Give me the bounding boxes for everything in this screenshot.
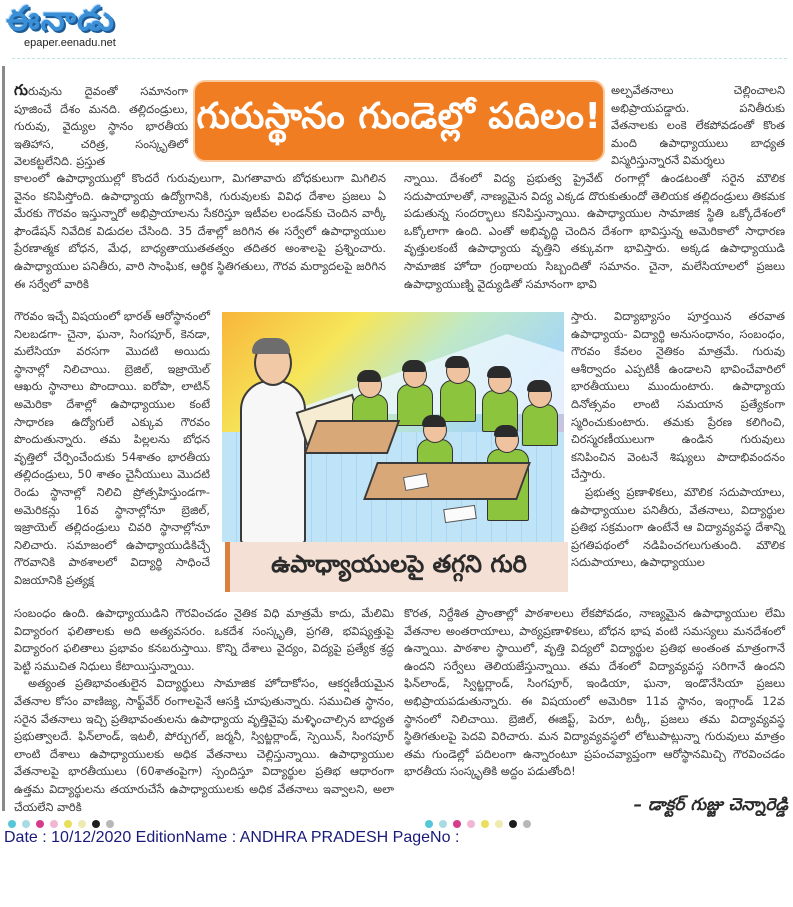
article-column-b bbox=[611, 82, 785, 170]
registration-dot bbox=[495, 820, 503, 828]
date-value: 10/12/2020 bbox=[51, 829, 132, 846]
subhead-caption-band bbox=[225, 542, 568, 592]
article-column-a bbox=[14, 82, 188, 171]
registration-dot bbox=[523, 820, 531, 828]
classroom-illustration bbox=[222, 312, 564, 542]
edition-value: ANDHRA PRADESH bbox=[239, 829, 389, 846]
registration-dot bbox=[64, 820, 72, 828]
page-label: PageNo : bbox=[392, 829, 460, 846]
article-block-1 bbox=[14, 170, 386, 293]
block-3-paragraph-1: సంబంధం ఉంది. ఉపాధ్యాయుడిని గౌరవించడం నైతిక విధి మాత్రమే కాదు, మేలిమి విద్యారంగ ఫలితాలకు అది అత్యవసరం. ఒకదేశ సంస్కృతి, ప్రగతి, భవిష్యత్తుపై విద్యారంగ ఫలితాలు ప్రభావం కనబరుస్తాయి. కొన్ని దేశాలు వైద్యం, విద్యపై ప్రత్యేక శ్రద్ధ పెట్టి సముచిత నిధులు కేటాయిస్తున్నాయి. bbox=[14, 606, 394, 673]
dropcap: గు bbox=[14, 81, 28, 99]
registration-dot bbox=[106, 820, 114, 828]
registration-dot bbox=[439, 820, 447, 828]
subhead-caption: ఉపాధ్యాయులపై తగ్గని గురి bbox=[271, 550, 527, 578]
headline: గురుస్థానం గుండెల్లో పదిలం! bbox=[196, 96, 602, 137]
edition-label: EditionName : bbox=[135, 829, 237, 846]
block-4-text: కొరత, నిర్దేశిత ప్రాంతాల్లో పాఠశాలలు లేకపోవడం, నాణ్యమైన ఉపాధ్యాయుల లేమి వేతనాల అంతరాయాలు, పాఠ్యప్రణాళికలు, బోధన భాష వంటి సమస్యలు మనదేశంలో ఉన్నాయి. పాఠశాల స్థాయిలో, వృత్తి విద్యలో విద్యార్థుల ప్రతిభ అంతంత మాత్రంగానే ఉందని సర్వేలు తెలియజేస్తున్నాయి. తమ దేశంలో విద్యావ్యవస్థ సరిగానే ఉందని ఫిన్‌లాండ్, స్విట్జర్లాండ్, సింగపూర్, ఇండియా, ఘనా, ఇండొనేసియా ప్రజలు అభిప్రాయపడుతున్నారు. ఈ విషయంలో అమెరికా 11వ స్థానం, ఇంగ్లాండ్ 12వ స్థానంలో నిలిచాయి. బ్రెజిల్, ఈజిప్ట్, పెరూ, టర్కీ, ప్రజలు తమ విద్యావ్యవస్థ స్థితిగతులపై పెదవి విరిచారు. మన విద్యావ్యవస్థలో లోటుపాట్లున్నా గురువులు మాత్రం తమ గుండెల్లో పదిలంగా ఉన్నారంటూ ప్రపంచవ్యాప్తంగా ఆరోస్థానమిచ్చి గౌరవించడం భారతీయ సంస్కృతికి అద్దం పడుతోంది! bbox=[404, 606, 785, 779]
registration-dot bbox=[453, 820, 461, 828]
author-byline: – డాక్టర్ గుజ్జు చెన్నారెడ్డి bbox=[633, 795, 788, 815]
desk bbox=[363, 462, 531, 500]
registration-dot bbox=[50, 820, 58, 828]
article-block-2 bbox=[404, 170, 785, 293]
article-block-4 bbox=[404, 605, 785, 781]
article-column-left-mid bbox=[14, 308, 210, 590]
column-a-text: రువును దైవంతో సమానంగా పూజించే దేశం మనది. తల్లిదండ్రులు, గురువు, వైద్యుల స్థానం భారతీయ ఇతిహాస, చరిత్ర, సంస్కృతిలో వెలకట్టలేనిది. ప్రస్తుత bbox=[14, 84, 188, 169]
registration-dot bbox=[509, 820, 517, 828]
registration-dot bbox=[425, 820, 433, 828]
left-mid-text: గౌరవం ఇచ్చే విషయంలో భారత్ ఆరోస్థానంలో నిలబడగా- చైనా, ఘనా, సింగపూర్, కెనడా, మలేసియా వరసగా మొదటి అయిదు స్థానాల్లో నిలిచాయి. బ్రెజిల్, ఇజ్రాయెల్ ఆఖరు స్థానాలు పొందాయి. ఐరోపా, లాటిన్ అమెరికా దేశాల్లో ఉపాధ్యాయుల కంటే సాధారణ ఉద్యోగులే ఎక్కువ గౌరవం పొందుతున్నారు. తమ పిల్లలను బోధన వృత్తిలో చేర్పించేందుకు 54శాతం భారతీయ తల్లిదండ్రులు, 50 శాతం చైనీయులు మొదటి రెండు స్థానాల్లో నిలిచి ప్రోత్సహిస్తుండగా- అమెరికన్లు 16వ స్థానాల్లోనూ బ్రెజిల్, ఇజ్రాయెల్ తల్లిదండ్రులు చివరి స్థానాల్లోనూ నిలిచారు. సమాజంలో ఉపాధ్యాయుడికిచ్చే గౌరవానికి పాఠశాలలో విద్యార్థి సాధించే విజయానికి ప్రత్యక్ష bbox=[14, 309, 210, 587]
block-2-text: న్నాయి. దేశంలో విద్య ప్రభుత్వ ప్రైవేట్ రంగాల్లో ఉండటంతో సరైన మౌలిక సదుపాయాలతో, నాణ్యమైన విద్య ఎక్కడ దొరుకుతుందో తెలియక తల్లిదండ్రులు తికమక పడుతున్న సందర్భాలు కనిపిస్తున్నాయి. ఉపాధ్యాయుల సామాజిక స్థితి ఒక్కోదేశంలో ఒక్కోలాగా ఉంది. ఎంతో అభివృద్ధి చెందిన దేశంగా భావిస్తున్న అమెరికాలో సాధారణ వృత్తులకంటే ఉపాధ్యాయ వృత్తిని తక్కువగా భావిస్తారు. అక్కడ ఉపాధ్యాయుడి సామాజిక హోదా గ్రంథాలయ సిబ్బందితో సమానం. చైనా, మలేసియాలలో ప్రజలు ఉపాధ్యాయుణ్ని వైద్యుడితో సమానంగా భావి bbox=[404, 171, 785, 291]
article-column-right-mid bbox=[571, 308, 785, 572]
epaper-url: epaper.eenadu.net bbox=[24, 37, 116, 49]
date-label: Date : bbox=[4, 829, 47, 846]
block-3-paragraph-2: అత్యంత ప్రతిభావంతులైన విద్యార్థులు సామాజిక హోదాకోసం, ఆకర్షణీయమైన వేతనాల కోసం వాణిజ్య, సాఫ్ట్‌వేర్ రంగాలపైనే ఆసక్తి చూపుతున్నారు. సముచిత స్థానం, సరైన వేతనాలు ఇచ్చి ప్రతిభావంతులను ఉపాధ్యాయ వృత్తివైపు మళ్ళించాల్సిన బాధ్యత ప్రభుత్వాలదే. ఫిన్‌లాండ్, ఇటలీ, పోర్చుగల్, జర్మనీ, స్విట్జర్లాండ్, స్పెయిన్, సింగపూర్ లాంటి దేశాలు ఉపాధ్యాయులకు అధిక వేతనాలు చెల్లిస్తున్నాయి. ఉపాధ్యాయుల వేతనాలపై భారతీయులు (60శాతంపైగా) స్పందిస్తూ విద్యార్థుల ప్రతిభ ఆధారంగా ఉత్తమ విద్యార్థులను తయారుచేసే ఉపాధ్యాయులకు అధిక వేతనాలు ఇవ్వాలని, అలా చేయలేని వారికి bbox=[14, 676, 394, 814]
article-block-3 bbox=[14, 605, 394, 816]
registration-dot bbox=[78, 820, 86, 828]
registration-dot bbox=[22, 820, 30, 828]
registration-dot bbox=[481, 820, 489, 828]
right-mid-paragraph-1: స్తారు. విద్యాభ్యాసం పూర్తయిన తరవాత ఉపాధ్యాయ- విద్యార్థి అనుసంధానం, సంబంధం, గౌరవం కేవలం నైతికం మాత్రమే. గురువు ఆశీర్వాదం ఎప్పటికీ ఉండాలని భావించేవారిలో భారతీయులు ముందుంటారు. ఉపాధ్యాయ దినోత్సవం లాంటి సమయాన ప్రత్యేకంగా స్మరించుకుంటారు. తమకు ప్రేరణ కలిగించి, చిరస్మరణీయులుగా ఉండిన గురువులు కనిపించిన వెంటనే శిష్యులు పాదాభివందనం చేస్తారు. bbox=[571, 309, 785, 482]
registration-dot bbox=[467, 820, 475, 828]
headline-banner bbox=[195, 82, 603, 160]
dotted-divider bbox=[12, 58, 787, 59]
teacher-figure bbox=[232, 340, 307, 540]
registration-dot bbox=[36, 820, 44, 828]
masthead bbox=[0, 0, 200, 52]
registration-dot bbox=[92, 820, 100, 828]
right-mid-paragraph-2: ప్రభుత్వ ప్రణాళికలు, మౌలిక సదుపాయాలు, ఉపాధ్యాయుల పనితీరు, వేతనాలు, విద్యార్థుల ప్రతిభ సక్రమంగా ఉంటేనే ఆ విద్యావ్యవస్థ దేశాన్ని ప్రగతిపథంలో నడిపించగలుగుతుంది. మౌలిక సదుపాయాలు, ఉపాధ్యాయుల bbox=[571, 484, 785, 570]
clip-left-border bbox=[2, 66, 5, 811]
block-1-text: కాలంలో ఉపాధ్యాయుల్లో కొందరే గురువులుగా, మిగతావారు బోధకులుగా మిగిలిన వైనం కనిపిస్తోంది. ఉపాధ్యాయ ఉద్యోగానికి, గురువులకు వివిధ దేశాల ప్రజలు ఏ మేరకు గౌరవం ఇస్తున్నారో అభిప్రాయాలను సేకరిస్తూ ఇటీవల లండన్‌కు చెందిన వార్కీ ఫౌండేషన్ నివేదిక విడుదల చేసింది. 35 దేశాల్లో జరిగిన ఈ సర్వేలో ఉపాధ్యాయుల ప్రేరణాత్మక బోధన, మేధ, బాధ్యతాయుతతత్వం తదితర అంశాలపై ప్రశ్నించారు. ఉపాధ్యాయుల పనితీరు, వారి సాంఘిక, ఆర్థిక స్థితిగతులు, గౌరవ మర్యాదలపై జరిగిన ఈ సర్వేలో వారికి bbox=[14, 171, 386, 291]
desk bbox=[304, 420, 400, 454]
registration-dot bbox=[8, 820, 16, 828]
column-b-text: అల్పవేతనాలు చెల్లించాలని అభిప్రాయపడ్డారు. పనితీరుకు వేతనాలకు లంకె లేకపోవడంతో కొంత మంది ఉపాధ్యాయులు బాధ్యత విస్మరిస్తున్నారనే విమర్శలు bbox=[611, 83, 785, 168]
eenadu-logo: ఈనాడు bbox=[6, 0, 116, 39]
epaper-footer bbox=[4, 829, 459, 847]
